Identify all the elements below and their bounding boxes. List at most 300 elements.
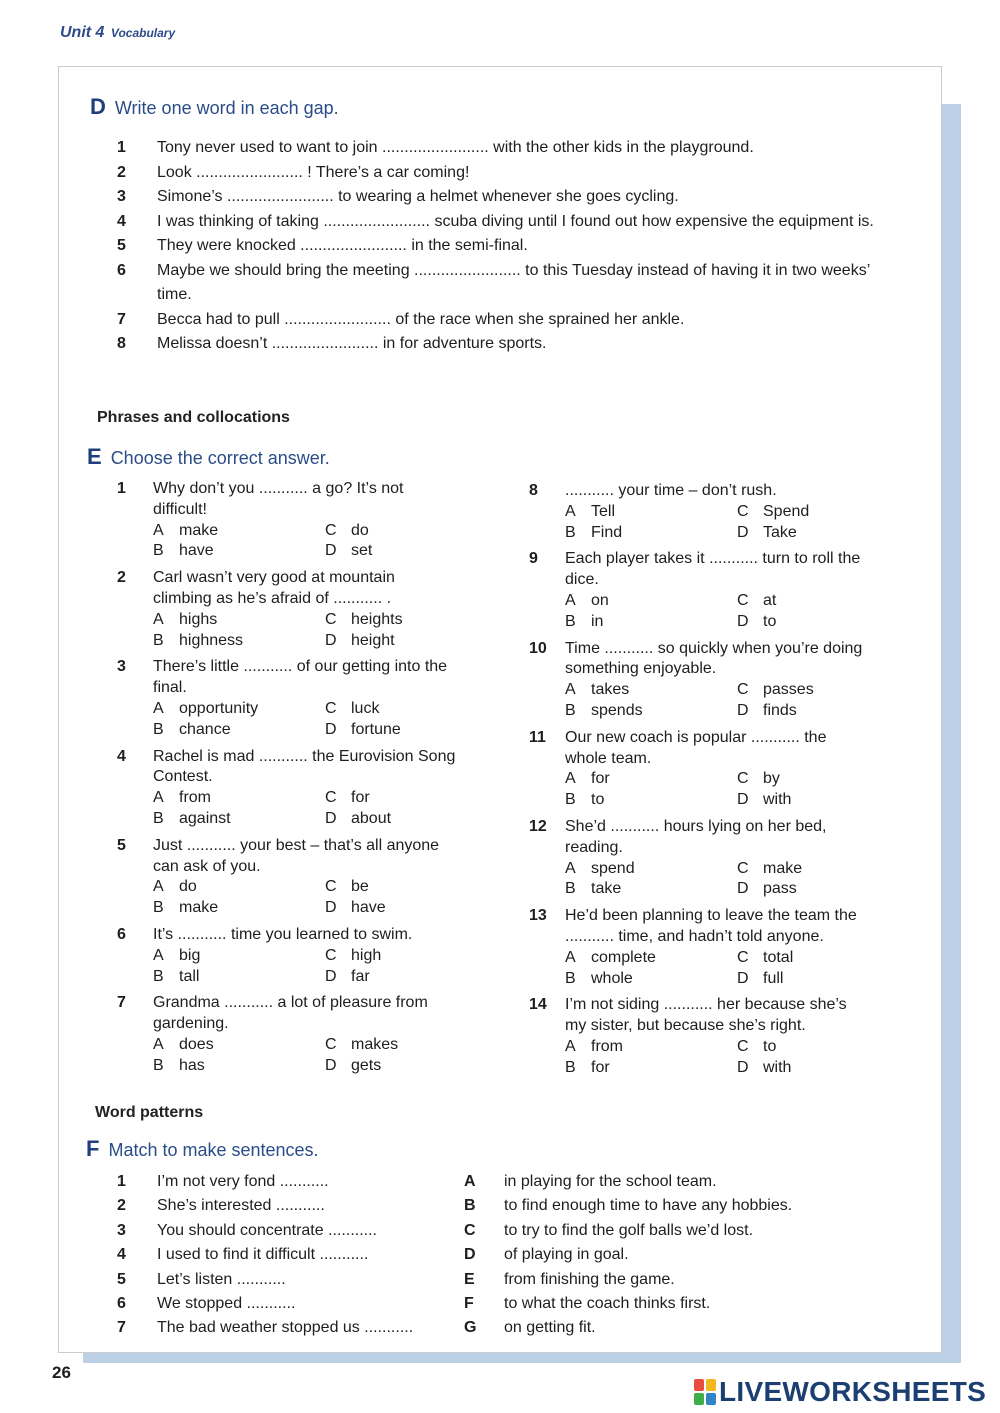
gap-fill-item <box>117 136 897 161</box>
gap-fill-item <box>117 161 897 186</box>
answer-option[interactable] <box>565 790 737 811</box>
question-text: There’s little ........... of our getting into the final. <box>153 658 448 697</box>
option-text: take <box>591 880 622 898</box>
option-text: full <box>763 969 784 987</box>
ending-letter: G <box>464 1319 477 1337</box>
question-text: Carl wasn’t very good at mountain climbing as he’s afraid of ........... . <box>153 569 395 607</box>
answer-option[interactable] <box>737 879 869 900</box>
answer-option[interactable] <box>565 523 737 544</box>
option-letter: A <box>153 699 164 717</box>
answer-option[interactable] <box>325 631 457 652</box>
question-item <box>529 817 869 900</box>
sentence-ending[interactable] <box>464 1219 894 1243</box>
question-body <box>153 657 457 740</box>
question-number: 6 <box>117 925 126 943</box>
option-text: does <box>179 1035 214 1053</box>
option-letter: A <box>153 610 164 628</box>
answer-option[interactable] <box>737 680 869 701</box>
ending-letter: D <box>464 1246 476 1264</box>
option-letter: A <box>565 591 576 609</box>
option-text: big <box>179 946 201 964</box>
answer-option[interactable] <box>737 591 869 612</box>
option-letter: B <box>153 899 164 917</box>
question-number: 5 <box>117 836 126 854</box>
option-letter: D <box>325 967 337 985</box>
option-letter: D <box>325 1056 337 1074</box>
question-body <box>153 925 457 987</box>
answer-option[interactable] <box>325 720 457 741</box>
gap-fill-item <box>117 234 897 259</box>
option-text: for <box>591 1058 610 1076</box>
option-text: from <box>179 789 211 807</box>
answer-option[interactable] <box>565 612 737 633</box>
option-letter: B <box>565 612 576 630</box>
option-letter: B <box>565 969 576 987</box>
answer-options <box>153 699 457 741</box>
option-text: chance <box>179 720 231 738</box>
option-text: highs <box>179 610 218 628</box>
option-text: with <box>763 1058 792 1076</box>
answer-option[interactable] <box>565 1037 737 1058</box>
option-letter: C <box>737 681 749 699</box>
option-letter: B <box>153 1056 164 1074</box>
answer-options <box>565 859 869 901</box>
answer-option[interactable] <box>565 769 737 790</box>
ending-letter: A <box>464 1173 476 1190</box>
answer-option[interactable] <box>325 946 457 967</box>
item-text: We stopped ........... <box>157 1295 296 1313</box>
option-letter: A <box>565 1037 576 1055</box>
question-number: 13 <box>529 907 547 925</box>
option-text: do <box>351 521 369 539</box>
option-letter: D <box>737 1058 749 1076</box>
sentence-start[interactable] <box>117 1292 457 1316</box>
answer-option[interactable] <box>153 631 325 652</box>
answer-option[interactable] <box>325 521 457 542</box>
question-text: Time ........... so quickly when you’re doing something enjoyable. <box>565 639 863 678</box>
question-text: Rachel is mad ........... the Eurovision Song Contest. <box>153 747 456 786</box>
option-letter: B <box>565 701 576 719</box>
ending-text: to what the coach thinks first. <box>504 1295 711 1313</box>
item-text: Tony never used to want to join ........................ with the other kids in the playground. <box>157 139 754 156</box>
gap-fill-item <box>117 259 897 308</box>
option-letter: B <box>153 542 164 560</box>
question-item <box>117 993 457 1076</box>
item-number: 2 <box>117 1197 126 1215</box>
sentence-ending[interactable] <box>464 1316 894 1340</box>
answer-option[interactable] <box>153 967 325 988</box>
answer-options <box>153 521 457 563</box>
item-text: Look ........................ ! There’s a car coming! <box>157 163 470 181</box>
option-letter: A <box>565 948 576 966</box>
question-body <box>153 993 457 1076</box>
option-text: highness <box>179 631 244 649</box>
item-text: Melissa doesn’t ........................ in for adventure sports. <box>157 335 547 352</box>
answer-option[interactable] <box>153 877 325 898</box>
answer-option[interactable] <box>153 788 325 809</box>
option-letter: C <box>737 591 749 609</box>
item-text: I used to find it difficult ........... <box>157 1246 369 1264</box>
answer-options <box>565 1037 869 1079</box>
item-text: I’m not very fond ........... <box>157 1173 329 1190</box>
item-number: 5 <box>117 1270 126 1288</box>
unit-header <box>60 24 175 42</box>
answer-option[interactable] <box>153 898 325 919</box>
answer-option[interactable] <box>153 1056 325 1077</box>
question-body <box>153 836 457 919</box>
option-text: Spend <box>763 502 810 520</box>
option-text: on <box>591 591 609 609</box>
answer-option[interactable] <box>325 809 457 830</box>
section-f-right-list <box>464 1170 894 1341</box>
answer-option[interactable] <box>325 967 457 988</box>
option-text: passes <box>763 681 814 699</box>
option-letter: D <box>325 720 337 738</box>
question-text: She’d ........... hours lying on her bed, reading. <box>565 817 827 856</box>
answer-option[interactable] <box>565 879 737 900</box>
option-text: do <box>179 878 197 896</box>
option-letter: C <box>325 789 337 807</box>
question-item <box>529 728 869 811</box>
option-letter: A <box>565 770 576 788</box>
answer-option[interactable] <box>737 969 869 990</box>
liveworksheets-logo <box>694 1376 986 1408</box>
option-letter: D <box>737 612 749 630</box>
section-d-list <box>117 136 897 357</box>
answer-options <box>565 948 869 990</box>
option-text: set <box>351 542 373 560</box>
question-number: 1 <box>117 480 126 497</box>
item-number: 1 <box>117 139 126 156</box>
question-item <box>529 481 869 543</box>
option-text: make <box>763 859 803 877</box>
option-text: whole <box>591 969 633 987</box>
option-text: about <box>351 809 392 827</box>
section-e-left-column <box>117 479 457 1083</box>
section-e-letter: E <box>87 444 102 469</box>
question-item <box>117 747 457 830</box>
sentence-ending[interactable] <box>464 1194 894 1218</box>
ending-text: on getting fit. <box>504 1319 596 1337</box>
question-number: 3 <box>117 658 126 676</box>
option-letter: D <box>737 791 749 809</box>
option-letter: D <box>737 880 749 898</box>
ending-letter: F <box>464 1295 474 1313</box>
answer-option[interactable] <box>153 809 325 830</box>
option-letter: A <box>565 681 576 699</box>
question-text: He’d been planning to leave the team the ........... time, and hadn’t told anyone. <box>565 907 857 945</box>
answer-option[interactable] <box>325 898 457 919</box>
ending-letter: E <box>464 1270 475 1288</box>
option-text: complete <box>591 948 656 966</box>
item-number: 7 <box>117 310 126 328</box>
option-letter: D <box>325 631 337 649</box>
word-patterns-heading: Word patterns <box>95 1104 204 1121</box>
question-text: ........... your time – don’t rush. <box>565 482 777 499</box>
item-text: They were knocked ........................ in the semi-final. <box>157 237 528 254</box>
option-text: from <box>591 1037 623 1055</box>
unit-label: Unit 4 <box>60 24 105 41</box>
sentence-start[interactable] <box>117 1243 457 1267</box>
option-letter: D <box>325 542 337 560</box>
question-item <box>117 657 457 740</box>
question-item <box>529 906 869 989</box>
question-text: Grandma ........... a lot of pleasure from gardening. <box>153 994 428 1033</box>
answer-option[interactable] <box>737 859 869 880</box>
option-text: have <box>351 899 386 917</box>
ending-text: to try to find the golf balls we’d lost. <box>504 1221 754 1239</box>
option-letter: A <box>153 789 164 807</box>
item-text: The bad weather stopped us ........... <box>157 1319 414 1337</box>
section-f-letter: F <box>86 1136 100 1161</box>
answer-option[interactable] <box>153 720 325 741</box>
answer-option[interactable] <box>153 610 325 631</box>
item-number: 3 <box>117 188 126 205</box>
option-text: total <box>763 948 794 966</box>
option-text: Find <box>591 523 623 541</box>
option-text: finds <box>763 701 797 719</box>
answer-options <box>153 788 457 830</box>
answer-option[interactable] <box>565 948 737 969</box>
option-text: to <box>591 791 605 809</box>
question-body <box>153 568 457 651</box>
option-letter: C <box>325 946 337 964</box>
answer-option[interactable] <box>737 1037 869 1058</box>
question-number: 7 <box>117 994 126 1012</box>
option-text: far <box>351 967 370 985</box>
item-text: Maybe we should bring the meeting ........................ to this Tuesday instead of having it in two weeks’ time. <box>157 261 870 303</box>
question-item <box>529 549 869 632</box>
gap-fill-item <box>117 332 897 357</box>
option-letter: A <box>153 1035 164 1053</box>
ending-text: from finishing the game. <box>504 1270 675 1288</box>
answer-option[interactable] <box>153 1035 325 1056</box>
option-text: for <box>351 789 370 807</box>
question-number: 2 <box>117 569 126 587</box>
question-text: Just ........... your best – that’s all anyone can ask of you. <box>153 836 440 875</box>
option-text: spends <box>591 701 643 719</box>
section-d-title: Write one word in each gap. <box>114 98 339 118</box>
answer-option[interactable] <box>565 859 737 880</box>
option-letter: B <box>153 967 164 985</box>
ending-text: to find enough time to have any hobbies. <box>504 1197 793 1215</box>
option-text: takes <box>591 681 630 699</box>
section-d-heading <box>90 94 339 120</box>
section-label: Vocabulary <box>110 26 176 40</box>
option-text: opportunity <box>179 699 259 717</box>
answer-option[interactable] <box>153 946 325 967</box>
option-letter: D <box>737 523 749 541</box>
answer-option[interactable] <box>737 523 869 544</box>
question-number: 8 <box>529 482 538 499</box>
option-text: height <box>351 631 395 649</box>
option-letter: D <box>737 969 749 987</box>
answer-options <box>153 877 457 919</box>
section-e-title: Choose the correct answer. <box>110 448 330 468</box>
option-text: makes <box>351 1035 399 1053</box>
question-text: Each player takes it ........... turn to roll the dice. <box>565 550 861 589</box>
question-item <box>529 995 869 1078</box>
sentence-start[interactable] <box>117 1268 457 1292</box>
question-number: 12 <box>529 817 547 835</box>
option-letter: B <box>565 880 576 898</box>
sentence-start[interactable] <box>117 1219 457 1243</box>
answer-option[interactable] <box>325 1035 457 1056</box>
answer-option[interactable] <box>153 521 325 542</box>
answer-options <box>565 680 869 722</box>
ending-text: of playing in goal. <box>504 1246 629 1264</box>
option-letter: B <box>565 1058 576 1076</box>
question-body <box>153 479 457 562</box>
sentence-ending[interactable] <box>464 1292 894 1316</box>
answer-option[interactable] <box>737 769 869 790</box>
answer-options <box>153 946 457 988</box>
option-text: Tell <box>591 502 616 520</box>
ending-text: in playing for the school team. <box>504 1173 717 1190</box>
liveworksheets-logo-text: LIVEWORKSHEETS <box>719 1376 987 1407</box>
option-text: high <box>351 946 382 964</box>
question-number: 10 <box>529 639 547 657</box>
question-number: 11 <box>529 728 546 746</box>
option-text: to <box>763 612 777 630</box>
question-item <box>117 568 457 651</box>
answer-option[interactable] <box>325 1056 457 1077</box>
answer-option[interactable] <box>565 701 737 722</box>
section-f-left-list <box>117 1170 457 1341</box>
question-number: 14 <box>529 996 547 1014</box>
question-body <box>565 728 869 811</box>
answer-option[interactable] <box>565 502 737 523</box>
item-number: 7 <box>117 1319 126 1337</box>
option-text: fortune <box>351 720 401 738</box>
question-body <box>565 906 869 989</box>
section-f-heading <box>86 1136 319 1162</box>
phrases-heading: Phrases and collocations <box>97 409 290 426</box>
sentence-ending[interactable] <box>464 1243 894 1267</box>
answer-option[interactable] <box>153 541 325 562</box>
option-text: gets <box>351 1056 382 1074</box>
option-letter: A <box>153 878 164 896</box>
option-text: luck <box>351 699 380 717</box>
option-letter: D <box>325 899 337 917</box>
answer-option[interactable] <box>565 680 737 701</box>
option-text: at <box>763 591 777 609</box>
ending-letter: C <box>464 1221 476 1239</box>
answer-option[interactable] <box>565 1058 737 1079</box>
gap-fill-item <box>117 210 897 235</box>
question-text: It’s ........... time you learned to swim. <box>153 925 413 943</box>
item-text: Becca had to pull ........................ of the race when she sprained her ankle. <box>157 310 685 328</box>
option-letter: C <box>325 878 337 896</box>
option-letter: C <box>737 948 749 966</box>
option-letter: D <box>737 701 749 719</box>
question-body <box>565 481 869 543</box>
option-letter: C <box>737 1037 749 1055</box>
section-e-heading <box>87 444 330 470</box>
item-number: 6 <box>117 261 126 279</box>
option-text: for <box>591 770 610 788</box>
item-number: 2 <box>117 163 126 181</box>
option-letter: B <box>153 631 164 649</box>
item-number: 6 <box>117 1295 126 1313</box>
answer-options <box>153 1035 457 1077</box>
sentence-start[interactable] <box>117 1194 457 1218</box>
answer-option[interactable] <box>153 699 325 720</box>
option-text: make <box>179 899 219 917</box>
question-body <box>565 639 869 722</box>
page-number: 26 <box>52 1363 71 1382</box>
option-letter: B <box>565 523 576 541</box>
option-letter: C <box>325 610 337 628</box>
answer-option[interactable] <box>737 790 869 811</box>
option-letter: C <box>325 1035 337 1053</box>
option-text: be <box>351 878 369 896</box>
option-letter: C <box>325 521 337 539</box>
question-item <box>117 479 457 562</box>
sentence-start[interactable] <box>117 1316 457 1340</box>
question-text: Why don’t you ........... a go? It’s not difficult! <box>153 480 404 518</box>
answer-options <box>565 591 869 633</box>
item-number: 8 <box>117 335 126 352</box>
option-text: in <box>591 612 604 630</box>
answer-option[interactable] <box>325 541 457 562</box>
sentence-start[interactable] <box>117 1170 457 1194</box>
question-item <box>529 639 869 722</box>
option-text: has <box>179 1056 205 1074</box>
section-d-letter: D <box>90 94 106 119</box>
item-text: She’s interested ........... <box>157 1197 325 1215</box>
answer-option[interactable] <box>737 502 869 523</box>
answer-option[interactable] <box>325 877 457 898</box>
option-text: tall <box>179 967 200 985</box>
section-f-title: Match to make sentences. <box>108 1140 319 1160</box>
option-letter: C <box>325 699 337 717</box>
question-body <box>153 747 457 830</box>
option-text: heights <box>351 610 403 628</box>
item-number: 4 <box>117 212 126 230</box>
answer-option[interactable] <box>325 699 457 720</box>
item-number: 4 <box>117 1246 126 1264</box>
answer-option[interactable] <box>325 788 457 809</box>
answer-option[interactable] <box>565 969 737 990</box>
question-number: 9 <box>529 550 538 568</box>
option-text: make <box>179 521 219 539</box>
answer-options <box>153 610 457 652</box>
option-letter: B <box>153 720 164 738</box>
item-number: 5 <box>117 237 126 254</box>
answer-option[interactable] <box>737 701 869 722</box>
answer-options <box>565 502 869 544</box>
option-letter: B <box>565 791 576 809</box>
option-text: by <box>763 770 780 788</box>
item-number: 3 <box>117 1221 126 1239</box>
answer-option[interactable] <box>737 1058 869 1079</box>
option-text: spend <box>591 859 635 877</box>
option-letter: D <box>325 809 337 827</box>
answer-option[interactable] <box>737 948 869 969</box>
option-letter: A <box>153 946 164 964</box>
sentence-ending[interactable] <box>464 1170 894 1194</box>
answer-option[interactable] <box>565 591 737 612</box>
option-letter: A <box>565 502 576 520</box>
answer-option[interactable] <box>325 610 457 631</box>
question-body <box>565 817 869 900</box>
answer-option[interactable] <box>737 612 869 633</box>
option-text: with <box>763 791 792 809</box>
option-letter: C <box>737 859 749 877</box>
sentence-ending[interactable] <box>464 1268 894 1292</box>
option-text: have <box>179 542 214 560</box>
